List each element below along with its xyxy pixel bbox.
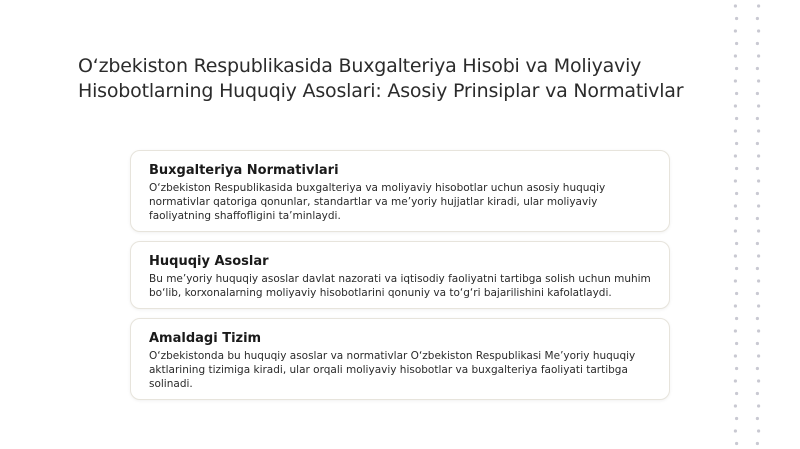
decorative-dot (756, 192, 759, 195)
decorative-dot (757, 104, 760, 107)
slide-title-line-2: Hisobotlarning Huquqiy Asoslari: Asosiy Prinsiplar va Normativlar (78, 80, 684, 102)
decorative-dot (757, 179, 760, 182)
decorative-dot (756, 392, 759, 395)
card-body: O‘zbekistonda bu huquqiy asoslar va normativlar O‘zbekiston Respublikasi Me’yoriy huquqiy aktlarining tizimiga kiradi, ular orqali moliyaviy hisobotlar va buxgalteriya faoliyati tartibga solinadi. (149, 350, 636, 390)
decorative-dot (734, 179, 737, 182)
decorative-dot (735, 342, 738, 345)
decorative-dot (757, 79, 760, 82)
decorative-dot (756, 442, 759, 445)
decorative-dot (756, 267, 759, 270)
decorative-dot (757, 329, 760, 332)
decorative-dot (756, 42, 759, 45)
decorative-dot (734, 254, 737, 257)
decorative-dot (735, 217, 738, 220)
decorative-dot (734, 154, 737, 157)
decorative-dot (757, 204, 760, 207)
card-heading: Amaldagi Tizim (149, 331, 262, 346)
decorative-dot (757, 4, 760, 7)
decorative-dot (734, 429, 737, 432)
decorative-dot (735, 242, 738, 245)
decorative-dot (757, 279, 760, 282)
card-body: Bu me’yoriy huquqiy asoslar davlat nazorati va iqtisodiy faoliyatni tartibga solish uchun muhim bo‘lib, korxonalarning moliyaviy hisobotlarini qonuniy va to‘g‘ri bajarilishini kafolatlaydi. (149, 273, 651, 299)
decorative-dot (735, 42, 738, 45)
decorative-dot (756, 217, 759, 220)
card-heading: Buxgalteriya Normativlari (149, 163, 339, 178)
slide-title (78, 54, 718, 104)
decorative-dot (734, 279, 737, 282)
decorative-dot (735, 192, 738, 195)
decorative-dot (734, 79, 737, 82)
decorative-dot (734, 204, 737, 207)
decorative-dot (734, 54, 737, 57)
decorative-dot (757, 304, 760, 307)
card-list (130, 150, 670, 409)
decorative-dot (735, 167, 738, 170)
decorative-dot (735, 317, 738, 320)
decorative-dot (735, 442, 738, 445)
decorative-dot (756, 167, 759, 170)
decorative-dot (756, 317, 759, 320)
decorative-dot (756, 142, 759, 145)
decorative-dot (757, 404, 760, 407)
decorative-dot (735, 92, 738, 95)
decorative-dot (757, 154, 760, 157)
decorative-dot (757, 354, 760, 357)
decorative-dot (757, 129, 760, 132)
decorative-dot (734, 29, 737, 32)
card-normativlar (130, 150, 670, 232)
decorative-dot-pattern (728, 0, 768, 449)
decorative-dot (734, 404, 737, 407)
decorative-dot (756, 242, 759, 245)
decorative-dot (735, 367, 738, 370)
card-heading: Huquqiy Asoslar (149, 254, 269, 269)
decorative-dot (735, 142, 738, 145)
decorative-dot (734, 354, 737, 357)
decorative-dot (735, 17, 738, 20)
decorative-dot (756, 117, 759, 120)
decorative-dot (757, 429, 760, 432)
decorative-dot (756, 92, 759, 95)
decorative-dot (735, 292, 738, 295)
decorative-dot (735, 417, 738, 420)
decorative-dot (734, 229, 737, 232)
decorative-dot (757, 29, 760, 32)
decorative-dot (734, 379, 737, 382)
card-huquqiy-asoslar (130, 241, 670, 309)
decorative-dot (734, 304, 737, 307)
decorative-dot (735, 67, 738, 70)
card-amaldagi-tizim (130, 318, 670, 400)
decorative-dot (757, 54, 760, 57)
decorative-dot (756, 17, 759, 20)
decorative-dot (734, 4, 737, 7)
decorative-dot (756, 292, 759, 295)
decorative-dot (735, 117, 738, 120)
decorative-dot (756, 417, 759, 420)
decorative-dot (734, 129, 737, 132)
slide-title-line-1: O‘zbekiston Respublikasida Buxgalteriya Hisobi va Moliyaviy (78, 55, 642, 77)
decorative-dot (734, 329, 737, 332)
decorative-dot (756, 342, 759, 345)
decorative-dot (756, 67, 759, 70)
decorative-dot (757, 254, 760, 257)
decorative-dot (735, 392, 738, 395)
decorative-dot (756, 367, 759, 370)
decorative-dot (757, 229, 760, 232)
decorative-dot (735, 267, 738, 270)
decorative-dot (734, 104, 737, 107)
card-body: O‘zbekiston Respublikasida buxgalteriya va moliyaviy hisobotlar uchun asosiy huquqiy normativlar qatoriga qonunlar, standartlar va me’yoriy hujjatlar kiradi, ular moliyaviy faoliyatning shaffofligini ta’minlaydi. (149, 182, 606, 222)
decorative-dot (757, 379, 760, 382)
